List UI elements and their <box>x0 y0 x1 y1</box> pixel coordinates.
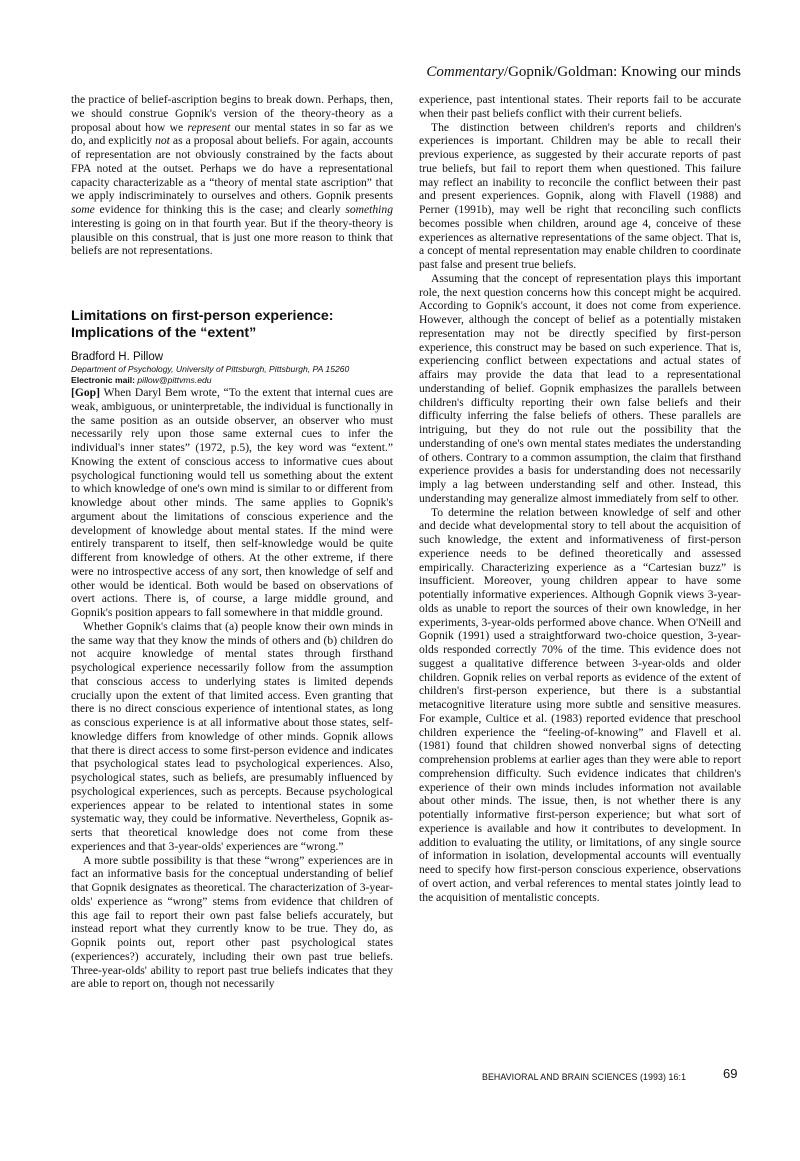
running-head-title: /Gopnik/Goldman: Knowing our minds <box>503 64 741 80</box>
emphasis-text: something <box>345 203 393 216</box>
paragraph-text: our mental states in so far as we do, and explicitly <box>71 120 393 148</box>
body-paragraph: Whether Gopnik's claims that (a) people know their own minds in the same way that they know the minds of others and (b) children do not acquire knowledge of mental states through firsthand psychological experience necessarily follow from the assumption that conscious access to underlying states is limited depends crucially upon the extent of that limited access. Even granting that there is no direct conscious experience of intentional states, as long as conscious experience is at all informative about those states, self-knowledge differs from knowledge of other minds. Gopnik allows that there is direct access to some first-person evidence and indicates that psychological states lead to psychological experiences. Also, psychological states, such as beliefs, are presumably influenced by psychological experiences, such as percepts. Because psychological experiences appear to be related to intentional states in some systematic way, they could be informative. Nevertheless, Gopnik asserts that theoretical knowledge does not come from these experiences and that 3-year-olds' experiences are “wrong.” <box>71 619 393 853</box>
running-head-section: Commentary <box>426 64 504 80</box>
paragraph-text: the practice of belief-ascription begins to break down. Perhaps, then, we should construe Gopnik's version of the theory-theory as a proposal about how we <box>71 93 393 134</box>
body-paragraph: experience, past intentional states. Their reports fail to be accurate when their past beliefs conflict with their current beliefs. <box>419 93 741 120</box>
body-paragraph: The distinction between children's reports and children's experiences is important. Children may be able to recall their previous experience, as suggested by their accurate reports of past true beliefs, but fail to report them when questioned. This failure may reflect an inability to reconcile the conflict between their past and present experiences. Gopnik, along with Flavell (1988) and Perner (1991b), may well be right that reconciling such conflicts becomes possible when children, around age 4, conceive of these experiences as alternative representations of the same object. That is, a concept of mental representation may enable children to coordinate past false and present true beliefs. <box>419 120 741 271</box>
continued-paragraph <box>71 93 393 258</box>
running-head <box>419 63 741 81</box>
author-email-line <box>71 375 393 386</box>
body-paragraph: A more subtle possibility is that these “wrong” experiences are in fact an informative basis for the conceptual understanding of belief that Gopnik designates as theoretical. The characterization of 3-year-olds' experience as “wrong” stems from evidence that children of this age fail to report their own past false beliefs accurately, but instead report what they currently know to be true. They do, as Gopnik points out, report other past psychological states (experiences?) accurately, including their own past true beliefs. Three-year-olds' ability to report past true beliefs indicates that they are able to report on, though not necessarily <box>71 853 393 991</box>
body-paragraph: Assuming that the concept of representation plays this important role, the next question concerns how this concept might be acquired. According to Gopnik's account, it does not come from experience. However, although the concept of belief as a potentially mistaken representation may not be directly specified by first-person experience, this construct may be based on such experience. That is, experiencing conflict between expectations and actual states of affairs may provide the data that lead to a representational understanding of belief. Gopnik emphasizes the parallels between children's difficulty reporting their own false beliefs and their difficulty inferring the false beliefs of others. These parallels are intriguing, but they do not rule out the possibility that the understanding of one's own mental states mediates the understanding of others. Contrary to a common assumption, the claim that firsthand experience provides a basis for understanding does not necessarily imply a lag between understanding self and other. Instead, this understanding may generalize almost immediately from self to other. <box>419 271 741 505</box>
emphasis-text: some <box>71 203 95 216</box>
body-paragraph <box>71 386 393 620</box>
page-number: 69 <box>723 1066 738 1081</box>
author-email[interactable]: pillow@pittvms.edu <box>137 375 212 385</box>
author-name: Bradford H. Pillow <box>71 351 164 363</box>
emphasis-text: not <box>155 134 170 148</box>
right-column <box>419 93 741 904</box>
paragraph-text: as a proposal about beliefs. For again, accounts of representation are not obviously constrained by the facts about FPA noted at the outset. Perhaps we do have a representational capacity characterizable as a “theory of mental state ascription” that we apply indiscriminately to ourselves and others. Gopnik presents <box>71 134 393 203</box>
email-label: Electronic mail: <box>71 375 135 385</box>
target-article-tag: [Gop] <box>71 386 100 399</box>
body-paragraph: To determine the relation between knowledge of self and other and decide what developmental story to tell about the acquisition of such knowledge, the extent and informativeness of first-person experience needs to be defined theoretically and assessed empirically. Characterizing experience as a “Cartesian buzz” is insufficient. Moreover, young children appear to have some potentially informative experiences. Although Gopnik views 3-year-olds as unable to report the sources of their own knowledge, in her experiments, 3-year-olds performed above chance. When O'Neill and Gopnik (1991) used a straightforward two-choice question, 3-year-olds responded correctly 70% of the time. This evidence does not suggest a qualitative difference between 3-year-olds and older children. Gopnik relies on verbal reports as evidence of the extent of children's first-person experience, but there is a substantial metacognitive literature using more subtle and sensitive measures. For example, Cultice et al. (1983) reported evidence that preschool children experience the “feeling-of-knowing” and Flavell et al. (1981) found that children showed nonverbal signs of detecting comprehension problems at earlier ages than they were able to report comprehension difficulty. Such evidence indicates that children's experience of their own minds includes information not available about other minds. The issue, then, is not whether there is any potentially informative first-person experience; but what sort of experience is available and how it contributes to development. In addition to evaluating the utility, or limitations, of any single source of information in isolation, developmental accounts will eventually need to specify how first-person conscious experience, observations of overt action, and verbal references to mental states jointly lead to the acquisition of mentalistic concepts. <box>419 505 741 904</box>
emphasis-text: represent <box>187 120 231 134</box>
paragraph-text: interesting is going on in that fourth year. But if the theory-theory is plausible on this construal, that is just one more reason to think that beliefs are not representations. <box>71 216 393 258</box>
journal-footer: BEHAVIORAL AND BRAIN SCIENCES (1993) 16:1 <box>482 1072 687 1082</box>
commentary-title: Limitations on first-person experience: Implications of the “extent” <box>71 308 334 341</box>
author-affiliation: Department of Psychology, University of Pittsburgh, Pittsburgh, PA 15260 <box>71 364 350 374</box>
left-column <box>71 93 393 991</box>
commentary-section <box>71 308 393 991</box>
paragraph-text: evidence for thinking this is the case; and clearly <box>94 203 346 216</box>
paragraph-text: When Daryl Bem wrote, “To the extent that internal cues are weak, ambiguous, or uninterpretable, the individual is functionally in the same position as an outside observer, an observer who must necessarily rely upon those same external cues to infer the individual's inner states” (1972, p.5), the key word was “extent.” Knowing the extent of conscious access to informative cues about psychological functioning would tell us something about the extent to which knowledge of one's own mind is similar to or different from knowledge about other minds. The same applies to Gopnik's argument about the limitations of conscious experience and the development of knowledge about mental states. If the mind were entirely transparent to itself, then self-knowledge would be quite different from knowledge of others. At the other extreme, if there were no introspective access of any sort, then knowledge of self and other would be identical. Both would be based on observations of overt actions. There is, of course, a large middle ground, and Gopnik's position appears to fall somewhere in that middle ground. <box>71 386 393 619</box>
